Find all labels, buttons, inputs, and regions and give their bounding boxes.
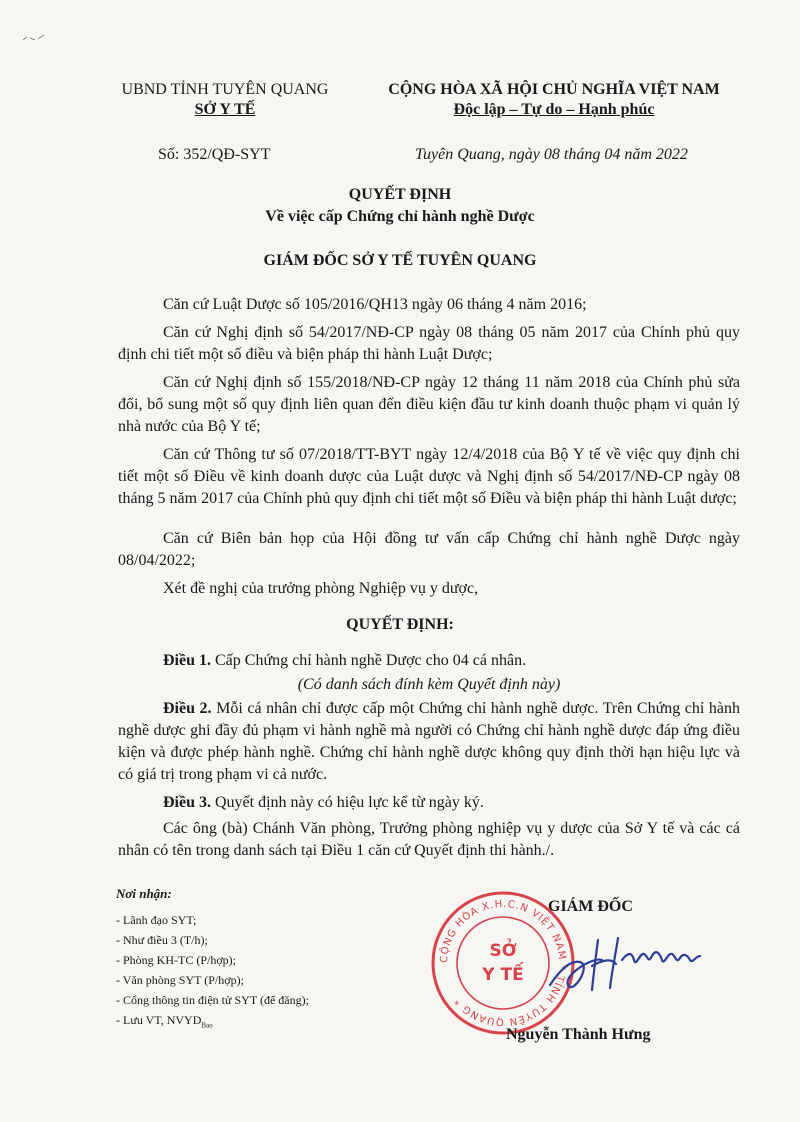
article-3-label: Điều 3. — [163, 794, 211, 811]
article-2 — [118, 698, 740, 786]
document-title: QUYẾT ĐỊNH — [348, 186, 452, 203]
svg-text:SỞ: SỞ — [489, 941, 517, 961]
article-1-label: Điều 1. — [163, 652, 211, 669]
agency-department: SỞ Y TẾ — [194, 101, 256, 118]
nation-motto: Độc lập – Tự do – Hạnh phúc — [453, 101, 655, 118]
preamble-5: Căn cứ Biên bản họp của Hội đồng tư vấn cấp Chứng chỉ hành nghề Dược ngày 08/04/2022; — [118, 530, 740, 569]
handwritten-signature — [540, 930, 710, 1000]
preamble-3: Căn cứ Nghị định số 155/2018/NĐ-CP ngày 12 tháng 11 năm 2018 của Chính phủ sửa đổi, bổ sung một số quy định liên quan đến điều kiện đầu tư kinh doanh thuộc phạm vi quản lý nhà nước của Bộ Y tế; — [118, 374, 740, 435]
national-motto — [358, 80, 750, 120]
preamble-6: Xét đề nghị của trưởng phòng Nghiệp vụ y dược, — [163, 580, 479, 597]
agency-province: UBND TỈNH TUYÊN QUANG — [121, 81, 329, 98]
list-item: - Cổng thông tin điện tử SYT (để đăng); — [116, 993, 309, 1007]
decision-heading: QUYẾT ĐỊNH: — [346, 616, 454, 633]
preamble-2: Căn cứ Nghị định số 54/2017/NĐ-CP ngày 08 tháng 05 năm 2017 của Chính phủ quy định chi tiết một số điều và biện pháp thi hành Luật Dược; — [118, 324, 740, 363]
closing-paragraph: Các ông (bà) Chánh Văn phòng, Trưởng phòng nghiệp vụ y dược của Sở Y tế và các cá nhân có tên trong danh sách tại Điều 1 căn cứ Quyết định thi hành./. — [118, 820, 740, 859]
article-2-text: Mỗi cá nhân chỉ được cấp một Chứng chỉ hành nghề dược. Trên Chứng chỉ hành nghề dược ghi đầy đủ phạm vi hành nghề mà người có Chứng chỉ hành nghề dược đáp ứng điều kiện và được phép hành nghề. Chứng chỉ hành nghề dược không quy định thời hạn hiệu lực và có giá trị trong phạm vi cả nước. — [118, 700, 740, 783]
nation-name: CỘNG HÒA XÃ HỘI CHỦ NGHĨA VIỆT NAM — [388, 81, 720, 98]
recipients-list — [116, 910, 309, 1035]
article-2-label: Điều 2. — [163, 700, 212, 717]
scan-mark — [20, 30, 50, 46]
signer-position: GIÁM ĐỐC — [548, 898, 633, 915]
recipient-archive-suffix: Bao — [201, 1021, 213, 1030]
article-1-text: Cấp Chứng chỉ hành nghề Dược cho 04 cá nhân. — [211, 652, 527, 669]
svg-text:CỘNG HÒA X.H.C.N VIỆT NAM * TỈ: CỘNG HÒA X.H.C.N VIỆT NAM * TỈNH TUYÊN QUANG * — [438, 898, 568, 1028]
issuing-authority: GIÁM ĐỐC SỞ Y TẾ TUYÊN QUANG — [263, 252, 537, 269]
svg-text:Y TẾ: Y TẾ — [482, 965, 524, 985]
article-3-text: Quyết định này có hiệu lực kể từ ngày ký. — [211, 794, 484, 811]
article-1-note: (Có danh sách đính kèm Quyết định này) — [297, 676, 561, 693]
document-subject: Về việc cấp Chứng chỉ hành nghề Dược — [265, 208, 535, 225]
list-item — [116, 1010, 309, 1035]
recipients-title: Nơi nhận: — [116, 886, 172, 901]
recipient-archive: - Lưu VT, NVYD — [116, 1013, 202, 1027]
signer-name: Nguyễn Thành Hưng — [506, 1026, 651, 1043]
article-1 — [118, 650, 740, 672]
preamble-1: Căn cứ Luật Dược số 105/2016/QH13 ngày 06 tháng 4 năm 2016; — [163, 296, 587, 313]
issuing-agency — [100, 80, 350, 120]
place-date: Tuyên Quang, ngày 08 tháng 04 năm 2022 — [415, 146, 688, 163]
article-3 — [118, 792, 740, 814]
list-item: - Như điều 3 (T/h); — [116, 933, 208, 947]
list-item: - Phòng KH-TC (P/hợp); — [116, 953, 237, 967]
list-item: - Văn phòng SYT (P/hợp); — [116, 973, 244, 987]
list-item: - Lãnh đạo SYT; — [116, 913, 197, 927]
document-number: Số: 352/QĐ-SYT — [158, 146, 271, 163]
preamble-4: Căn cứ Thông tư số 07/2018/TT-BYT ngày 12/4/2018 của Bộ Y tế về việc quy định chi tiết một số Điều về kinh doanh dược của Luật dược và Nghị định số 54/2017/NĐ-CP ngày 08 tháng 5 năm 2017 của Chính phủ quy định chi tiết một số Điều và biện pháp thi hành Luật dược; — [118, 446, 740, 507]
